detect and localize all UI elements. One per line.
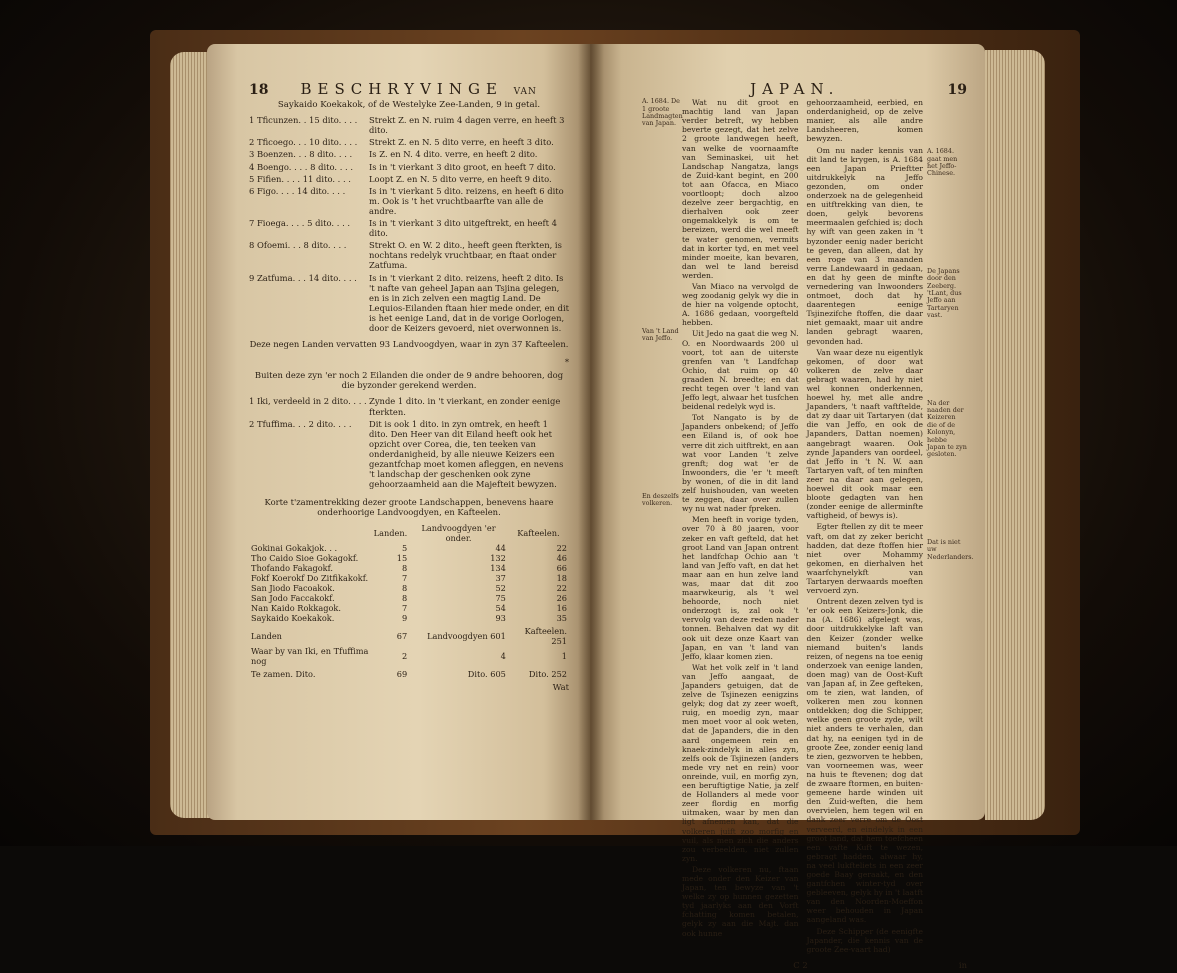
province-name: 2 Tficoego. . . 10 dito. . . . — [249, 137, 358, 148]
margin-note: Dat is niet uw Nederlanders. — [927, 537, 974, 561]
left-margin-notes — [642, 98, 682, 954]
table-cell: Gokinai Gokakjok. . . — [251, 543, 338, 554]
table-row — [249, 563, 569, 573]
table-cell: 2 — [401, 651, 408, 662]
right-page-number: 19 — [947, 82, 967, 98]
table-cell: Te zamen. Dito. — [251, 669, 316, 680]
table-cell: 132 — [490, 553, 506, 564]
table-cell: 5 — [401, 543, 408, 554]
province-row — [249, 137, 569, 147]
table-cell: Dito. 252 — [528, 669, 567, 680]
table-cell: 52 — [495, 583, 506, 594]
right-margin-notes — [927, 98, 974, 954]
margin-note: Van 't Land van Jeffo. — [642, 326, 679, 343]
table-cell: 26 — [556, 593, 567, 604]
right-page-text — [682, 98, 923, 954]
province-desc: Is in 't vierkant 5 dito. reizens, en heeft 6 dito m. Ook is 't het vruchtbaarfte van alle de andre. — [369, 185, 564, 216]
book-gutter — [578, 44, 604, 820]
table-cell: Fokf Koerokf Do Zitfikakokf. — [251, 573, 369, 584]
island-name: 1 Iki, verdeeld in 2 dito. . . . — [249, 396, 367, 407]
province-row — [249, 174, 569, 184]
province-row — [249, 218, 569, 238]
province-desc: Strekt Z. en N. ruim 4 dagen verre, en heeft 3 dito. — [369, 115, 565, 136]
table-cell: 134 — [490, 563, 506, 574]
paragraph: Van Miaco na vervolgd de weg zoodanig gelyk wy die in de hier na volgende optocht, A. 1686 gedaan, voorgefteld hebben. — [682, 281, 799, 328]
province-row — [249, 115, 569, 135]
table-cell: Thofando Fakagokf. — [251, 563, 333, 574]
table-cell: 66 — [556, 563, 567, 574]
right-catchword: in — [958, 959, 967, 970]
left-subtitle: Saykaido Koekakok, of de Westelyke Zee-Landen, 9 in getal. — [277, 100, 541, 111]
margin-note: Na der naaden der Keizeren die of de Kolonyn, hebbe Japan te zyn gesloten. — [927, 398, 967, 459]
table-cell: Dito. 605 — [467, 669, 506, 680]
paragraph: Egter ftellen zy dit te meer vaft, om dat zy zeker bericht hadden, dat deze ftoffen hier niet over Mohammy gekomen, en dierhalven het waarfchynelykft van Tartaryen derwaards moeften vervoerd zyn. — [806, 522, 923, 596]
table-row — [249, 603, 569, 613]
table-grand-total-row — [249, 666, 569, 679]
summary-table — [249, 523, 569, 679]
paragraph: Wat nu dit groot en machtig land van Japan verder betreft, wy hebben beverte gezegt, dat het zelve 2 groote landwegen heeft, van welke de voornaamfte van Seminaskei, uit het Landschap Nangatza, langs de Zuid-kant begint, en 200 tot aan Ofacca, en Miaco voortloopt; doch alzoo dezelve zeer bergachtig, en dierhalven ook zeer ongemakkelyk is om te bereizen, werd die wel meeft te water genomen, vermits dat in korter tyd, en met veel minder moeite, kan bevaren, dan wel te land bereisd werden. — [682, 98, 799, 280]
province-name: 3 Boenzen. . . 8 dito. . . . — [249, 149, 353, 160]
left-catchword: Wat — [552, 682, 569, 693]
left-running-title — [268, 80, 569, 98]
right-page — [590, 44, 985, 970]
paragraph: Deze Schipper (de eenigfte Japander, die kennis van de groote Zee-vaart had) — [806, 926, 923, 954]
province-list — [249, 115, 569, 333]
paragraph: Ontrent dezen zelven tyd is 'er ook een Keizers-Jonk, die na (A. 1686) afgelegt was, door uitdrukkelyke laft van den Keizer (zonder welke niemand buiten's lands reizen, of negens na toe eenig onderzoek van eenige landen, doen mag) van de Oost-Kuft van Japan af, in Zee gefteken, om te zien, wat landen, of volkeren men zou konnen ontdekken; dog die Schipper, welke geen groote zyde, wilt niet anders te verhalen, dan dat hy, na eenigen tyd in de groote Zee, zonder eenig land te zien, gezworven te hebben, van voorneemen was, weer na huis te ftevenen; dog dat de zwaare ftormen, en buiten-gemeene harde winden uit den Zuid-weften, die hem overvielen, hem tegen wil en dank zeer verre om de Oost verveerd, en eindelyk in een groot land, dat hem toefcheen een vafte Kuft te wezen, gebragt hadden, alwaar hy, na veel lukfteliets in een zeer goede Baay geraakt, en den gantfchen winter-tyd over gebleeven, gelyk hy in 't laatft van den Noorden-Moeffon weer behouden in Japan aangeland was. — [806, 597, 924, 925]
island-list — [249, 396, 569, 489]
table-cell: 44 — [495, 543, 506, 554]
province-desc: Strekt O. en W. 2 dito., heeft geen fterkten, is nochtans redelyk vruchtbaar, en ftaat onder Zatfuma. — [369, 240, 562, 271]
table-row — [249, 613, 569, 623]
table-cell: 15 — [396, 553, 408, 564]
table-cell: Saykaido Koekakok. — [251, 613, 335, 624]
table-cell: 8 — [401, 583, 408, 594]
margin-note: En deszelfs volkeren. — [642, 491, 679, 507]
island-row — [249, 419, 569, 490]
table-cell: 93 — [495, 613, 506, 624]
margin-note: A. 1684. De 1 groote Landmagten van Japan. — [642, 97, 683, 128]
island-row — [249, 396, 569, 416]
table-total-row — [249, 623, 569, 646]
table-cell: 18 — [556, 573, 567, 584]
table-header: Landvoogdyen 'er onder. — [421, 523, 496, 544]
table-cell: 67 — [396, 631, 408, 642]
paragraph: Van waar deze nu eigentlyk gekomen, of door wat volkeren de zelve daar gebragt waaren, had hy niet wel konnen onderkennen, hoewel hy, met alle andre Japanders, 't naaft vaftftelde, dat zy daar uit Tartaryen (dat die van Jeffo, en ook de Japanders, Dattan noemen) aangebragt waaren. Ook zynde Japanders van oordeel, dat Jeffo in 't N. W. aan Tartaryen vaft, of ten minften zeer na daar aan gelegen, hoewel dit ook maar een bloote gedagten van hen (zonder eenige de allerminfte vaftigheid, of bewys is). — [806, 347, 923, 521]
star-mark: * — [564, 357, 569, 368]
province-name: 9 Zatfuma. . . 14 dito. . . . — [249, 272, 357, 283]
island-desc: Dit is ook 1 dito. in zyn omtrek, en heeft 1 dito. Den Heer van dit Eiland heeft ook het opzicht over Corea, die, ten teeken van onderdanigheid, by alle nieuwe Keizers een gezantfchap moet komen afleggen, en nevens 't landschap der geschenken ook zyne gehoorzaamheid aan die Majefteit bewyzen. — [369, 418, 564, 490]
province-name: 7 Fioega. . . . 5 dito. . . . — [249, 218, 351, 229]
table-cell: 75 — [495, 593, 506, 604]
right-running-title: JAPAN. — [750, 80, 840, 98]
margin-note: A. 1684. gaat men het Jeffo-Chinese. — [927, 147, 958, 178]
table-header: Landen. — [373, 528, 408, 539]
summary-table-heading: Korte t'zamentrekking dezer groote Landschappen, benevens haare onderhoorige Landvoogdyen, en Kafteelen. — [264, 497, 554, 518]
province-row — [249, 273, 569, 334]
province-desc: Is in 't vierkant 3 dito groot, en heeft 7 dito. — [369, 161, 556, 172]
island-desc: Zynde 1 dito. in 't vierkant, en zonder eenige fterkten. — [369, 396, 561, 417]
margin-note: De Japans door den Zeeberg. 'tLant, dus Jeffo aan Tartaryen vast. — [927, 266, 962, 320]
table-cell: 1 — [561, 651, 567, 662]
left-page-header — [249, 80, 569, 98]
table-cell: 4 — [500, 651, 506, 662]
table-cell: 8 — [401, 563, 408, 574]
table-cell: 37 — [495, 573, 506, 584]
table-cell: Tho Caido Sioe Gokagokf. — [251, 553, 359, 564]
paragraph: Tot Nangato is by de Japanders onbekend; of Jeffo een Eiland is, of ook hoe verre dit zich uitftrekt, en aan wat voor Landen 't zelve grenft; dog wat 'er de Inwoonders, die 'er 't meeft by wonen, of die in dit land zelf huishouden, van weeten te zeggen, daar over zullen wy nu wat nader fpreken. — [682, 413, 799, 514]
table-cell: San Jodo Faccakokf. — [251, 593, 335, 604]
right-page-footer — [642, 956, 967, 970]
paragraph: Wat het volk zelf in 't land van Jeffo aangaat, de Japanders getuigen, dat de zelve de Tsjinezen eenigzins gelyk; dog dat zy zeer woeft, ruig, en moedig zyn, maar men moet voor al ook weten, dat de Japanders, die in den aard ongemeen rein en knaek-zindelyk in alles zyn, zelfs ook de Tsjinezen (anders mede vry net en rein) voor onreinde, vuil, en morfig zyn, een beruftigtige Natie, ja zelf de Hollanders al mede voor zeer flordig en morfig uitmaken, waar by men dan ligt afnemen kan, dat die volkeren juift zoo morfig en vuil, als men zich die anders zou verbeelden, niet zullen zyn. — [682, 662, 799, 863]
province-name: 6 Figo. . . . 14 dito. . . . — [249, 185, 346, 196]
left-page-edges — [170, 52, 210, 818]
provinces-summary-note: Deze negen Landen vervatten 93 Landvoogdyen, waar in zyn 37 Kafteelen. — [249, 339, 569, 350]
table-cell: 54 — [495, 603, 506, 614]
paragraph: Deze volkeren nu, ftaan mede onder den Keizer van Japan, ten bewyze van 't welke zy op hunnen gezetten tyd jaarlyks aan den Vorft fchatting komen betalen, gelyk zy aan die Majt. dan ook hunne — [682, 864, 799, 938]
table-cell: 8 — [401, 593, 408, 604]
right-page-edges — [985, 50, 1045, 820]
table-cell: Landen — [251, 631, 282, 642]
table-extra-row — [249, 646, 569, 666]
table-row — [249, 593, 569, 603]
table-header: Kafteelen. — [517, 528, 560, 539]
signature-mark: C 2 — [793, 959, 808, 970]
right-page-header — [642, 80, 967, 98]
province-name: 4 Boengo. . . . 8 dito. . . . — [249, 161, 354, 172]
running-title-text: BESCHRYVINGE — [300, 80, 503, 98]
paragraph: Om nu nader kennis van dit land te krygen, is A. 1684 een Japan Prieftter uitdrukkelyk na Jeffo gezonden, om onder onderzoek na de gelegenheid en uitftrekking van dien, te doen, gelyk bevorens meermaalen gefchied is; doch hy wift van geen zaken in 't byzonder eenig nader bericht te geven, dan alleen, dat hy een roge van 3 maanden verre Landewaard in gedaan, en dat hy geen de minfte vernedering van Inwoonders ontmoet, doch dat hy daarentegen eenige Tsjinezifche ftoffen, die daar niet gemaakt, maar uit andre landen gebragt waaren, gevonden had. — [806, 145, 923, 346]
table-cell: Nan Kaido Rokkagok. — [251, 603, 341, 614]
province-name: 5 Fifien. . . . 11 dito. . . . — [249, 173, 351, 184]
right-page-content — [642, 80, 974, 973]
paragraph: Men heeft in vorige tyden, over 70 à 80 jaaren, voor zeker en vaft gefteld, dat het groot Land van Japan ontrent het landfchap Ochio aan 't land van Jeffo vaft, en dat het maar aan en hun zelve land was, maar dat dit zoo maarwkeurig, als 't wel behoorde, noch niet onderzogt is, zal ook 't vervolg van deze reden nader tonnen. Behalven dat wy dit ook uit deze onze Kaart van Japan, en van 't land van Jeffo, klaar komen zien. — [682, 515, 799, 661]
table-header — [249, 523, 372, 543]
province-desc: Is in 't vierkant 2 dito. reizens, heeft 2 dito. Is 't nafte van geheel Japan aan Tsjina gelegen, en is in zich zelven een magtig Land. De Lequios-Eilanden ftaan hier mede onder, en dit is het eenige Land, dat in de vorige Oorlogen, door de Keizers gevoerd, niet overwonnen is. — [369, 272, 570, 333]
table-cell: 46 — [556, 553, 567, 564]
province-desc: Is Z. en N. 4 dito. verre, en heeft 2 dito. — [369, 149, 538, 160]
table-cell: Waar by van Iki, en Tfuffima nog — [251, 646, 369, 667]
left-page — [207, 44, 590, 820]
table-cell: San Jiodo Facoakok. — [251, 583, 335, 594]
running-title-suffix: VAN — [513, 87, 537, 97]
paragraph: Uit Jedo na gaat die weg N. O. en Noordwaards 200 ul voort, tot aan de uiterste grenfen van 't Landfchap Ochio, dat ruim op 40 graaden N. breedte; en dat recht tegen over 't land van Jeffo legt, alwaar het tusfchen beidenal redelyk wyd is. — [682, 329, 799, 412]
table-cell: Landvoogdyen 601 — [427, 631, 506, 642]
province-name: 8 Ofoemi. . . 8 dito. . . . — [249, 240, 347, 251]
table-cell: 69 — [396, 669, 408, 680]
right-page-body — [642, 97, 974, 954]
islands-heading: Buiten deze zyn 'er noch 2 Eilanden die onder de 9 andre behooren, dog die byzonder gerekend werden. — [254, 370, 564, 391]
province-name: 1 Tficunzen. . 15 dito. . . . — [249, 115, 358, 126]
table-cell: 22 — [556, 583, 567, 594]
province-desc: Loopt Z. en N. 5 dito verre, en heeft 9 dito. — [369, 173, 552, 184]
table-row — [249, 543, 569, 553]
table-cell: 7 — [401, 603, 408, 614]
province-row — [249, 162, 569, 172]
left-page-content — [249, 80, 570, 693]
table-header-row — [249, 523, 569, 543]
table-row — [249, 553, 569, 563]
left-page-number: 18 — [249, 82, 269, 98]
table-cell: 35 — [556, 613, 567, 624]
table-row — [249, 573, 569, 583]
province-row — [249, 186, 569, 216]
table-row — [249, 583, 569, 593]
province-row — [249, 240, 569, 270]
table-cell: 22 — [556, 543, 567, 554]
island-name: 2 Tfuffima. . . 2 dito. . . . — [249, 418, 352, 429]
table-cell: 7 — [401, 573, 408, 584]
province-desc: Is in 't vierkant 3 dito uitgeftrekt, en heeft 4 dito. — [369, 218, 558, 239]
table-cell: Kafteelen. 251 — [524, 626, 567, 647]
paragraph: gehoorzaamheid, eerbied, en onderdanigheid, op de zelve manier, als alle andre Landsheeren, komen bewyzen. — [806, 98, 923, 144]
province-desc: Strekt Z. en N. 5 dito verre, en heeft 3 dito. — [369, 137, 554, 148]
table-cell: 9 — [401, 613, 408, 624]
province-row — [249, 149, 569, 159]
table-cell: 16 — [556, 603, 567, 614]
